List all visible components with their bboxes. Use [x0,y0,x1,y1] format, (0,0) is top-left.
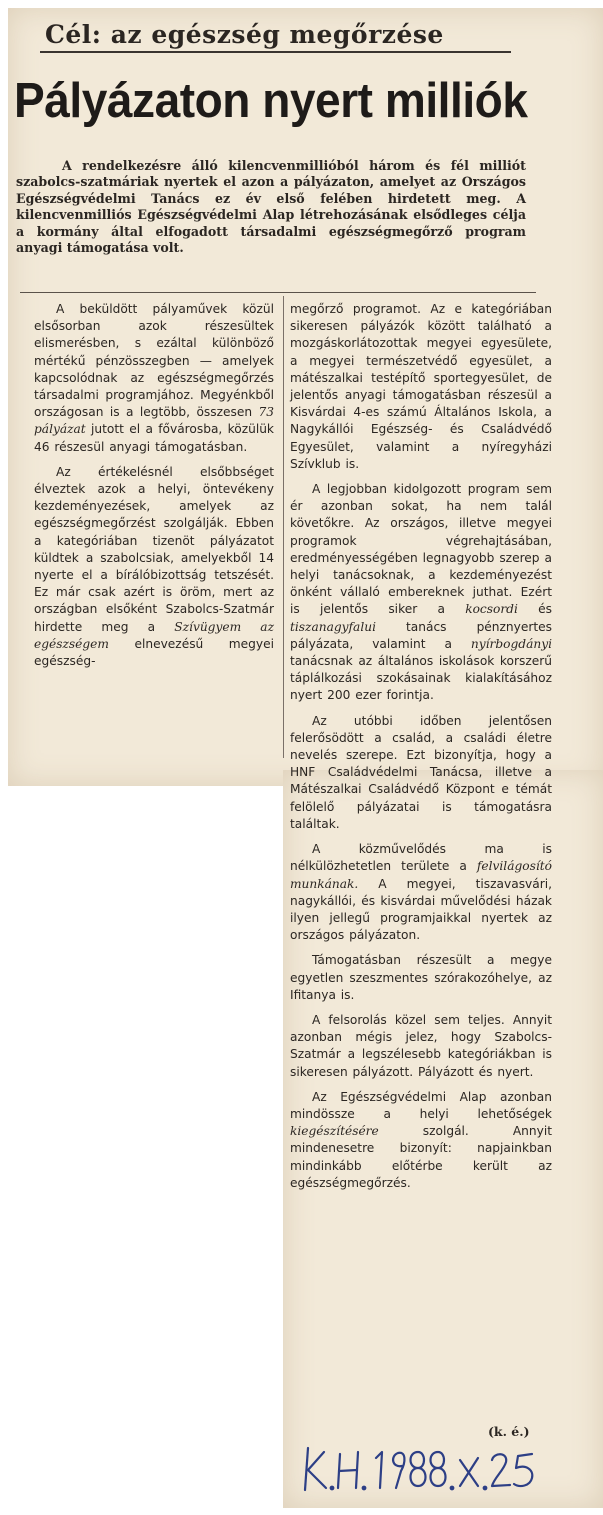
right-p2-and: és [538,602,552,617]
handwritten-date-note [300,1438,540,1498]
right-paragraph-7 [290,1089,552,1192]
right-paragraph-1: megőrző programot. Az e kategóriában sikeresen pályázók között található a mozgáskorlátozottak megyei egyesülete, a megyei természetvédő egyesület, a mátészalkai testépítő sportegyesület, de jelentős anyagi támogatásban részesül a Kisvárdai 4-es számú Általános Iskola, a Nagykállói Egészség- és Családvédő Egyesület, valamint a nyíregyházi Szívklub is. [290,302,552,471]
column-divider [283,296,284,758]
lead-divider [20,292,536,293]
right-paragraph-6: A felsorolás közel sem teljes. Annyit azonban mégis jelez, hogy Szabolcs-Szatmár a legszélesebb kategóriákban is sikeresen pályázott. Pályázott és nyert. [290,1012,552,1079]
right-p2-text-a: A legjobban kidolgozott program sem ér azonban sokat, ha nem talál követőkre. Az országos, illetve megyei programok végrehajtásában, eredményességében legnagyobb szerep a helyi tanácsoknak, a kezdeményezést önként vállaló embereknek juthat. Ezért is jelentős siker a [290,482,552,617]
left-p1-text: A beküldött pályaművek közül elsősorban azok részesültek elismerésben, s ezáltal különböző mértékű pénzösszegben — amelyek kapcsolódnak az egészségmegőrzés társadalmi programjához. Megyénkből országosan is a legtöbb, összesen [34,302,274,420]
handwritten-note-text: K.H. 1988. X. 25. [300,1438,308,1439]
right-p2-emphasis-2: tiszanagyfalui [290,619,376,634]
left-p1-end: jutott el a fővárosba, közülük 46 részesül anyagi támogatásban. [34,422,274,454]
left-p1-emphasis: 73 pályázat [34,405,274,437]
right-paragraph-2 [290,481,552,705]
right-p2-text-b: tanács pénznyertes pályázata, valamint a [290,619,553,651]
article-kicker: Cél: az egészség megőrzése [40,20,511,53]
author-signature: (k. é.) [488,1424,530,1439]
right-paragraph-5: Támogatásban részesült a megye egyetlen szeszmentes szórakozóhelye, az Ifitanya is. [290,953,552,1002]
right-p2-emphasis-1: kocsordi [465,602,518,617]
right-p4-text-a: A közművelődés ma is nélkülözhetetlen területe a [290,842,552,874]
right-p4-emphasis: felvilágosító munkának. [290,859,553,891]
article-headline: Pályázaton nyert milliók [14,74,528,128]
left-p2-text: Az értékelésnél elsőbbséget élveztek azok a helyi, öntevékeny kezdeményezések, amelyek az egészségmegőrzést szolgálják. Ebben a kategóriában tizenöt pályázatot küldtek a szabolcsiak, amelyekből 14 nyerte el a bírálóbizottság tetszését. Ez már csak azért is öröm, mert az országban elsőként Szabolcs-Szatmár hirdette meg a [34,464,274,634]
right-p2-text-c: tanácsnak az általános iskolások korszerű táplálkozási szokásainak kialakításához nyert 200 ezer forintja. [290,654,552,703]
right-column [290,301,552,1200]
right-p2-emphasis-3: nyírbogdányi [470,636,552,651]
right-p4-text-b: A megyei, tiszavasvári, nagykállói, és kisvárdai művelődési házak ilyen jellegű programjaikkal nyertek az országos pályázaton. [290,876,552,943]
left-column [34,301,274,678]
article-lead: A rendelkezésre álló kilencvenmillióból három és fél milliót szabolcs-szatmáriak nyertek el azon a pályázaton, amelyet az Országos Egészségvédelmi Tanács ez év első felében hirdetett meg. A kilencvenmilliós Egészségvédelmi Alap létrehozásának elsődleges célja a kormány által elfogadott társadalmi egészségmegőrző program anyagi támogatása volt. [16,158,526,256]
right-p7-text-b: szolgál. Annyit mindenesetre bizonyít: napjainkban mindinkább előtérbe került az egészségmegőrzés. [290,1124,553,1190]
right-p7-emphasis: kiegészítésére [290,1124,379,1139]
right-p7-text-a: Az Egészségvédelmi Alap azonban mindössze a helyi lehetőségek [290,1089,552,1121]
left-p2-end: elnevezésű megyei egészség- [34,636,274,669]
right-paragraph-4 [290,841,552,944]
left-paragraph-2 [34,464,274,670]
right-paragraph-3: Az utóbbi időben jelentősen felerősödött a család, a családi életre nevelés szerepe. Ezt bizonyítja, hogy a HNF Családvédelmi Tanácsa, illetve a Mátészalkai Családvédő Központ e témát felölelő pályázatai is támogatásra találtak. [290,713,552,831]
left-p2-emphasis: Szívügyem az egészségem [34,619,274,651]
left-paragraph-1 [34,301,274,456]
